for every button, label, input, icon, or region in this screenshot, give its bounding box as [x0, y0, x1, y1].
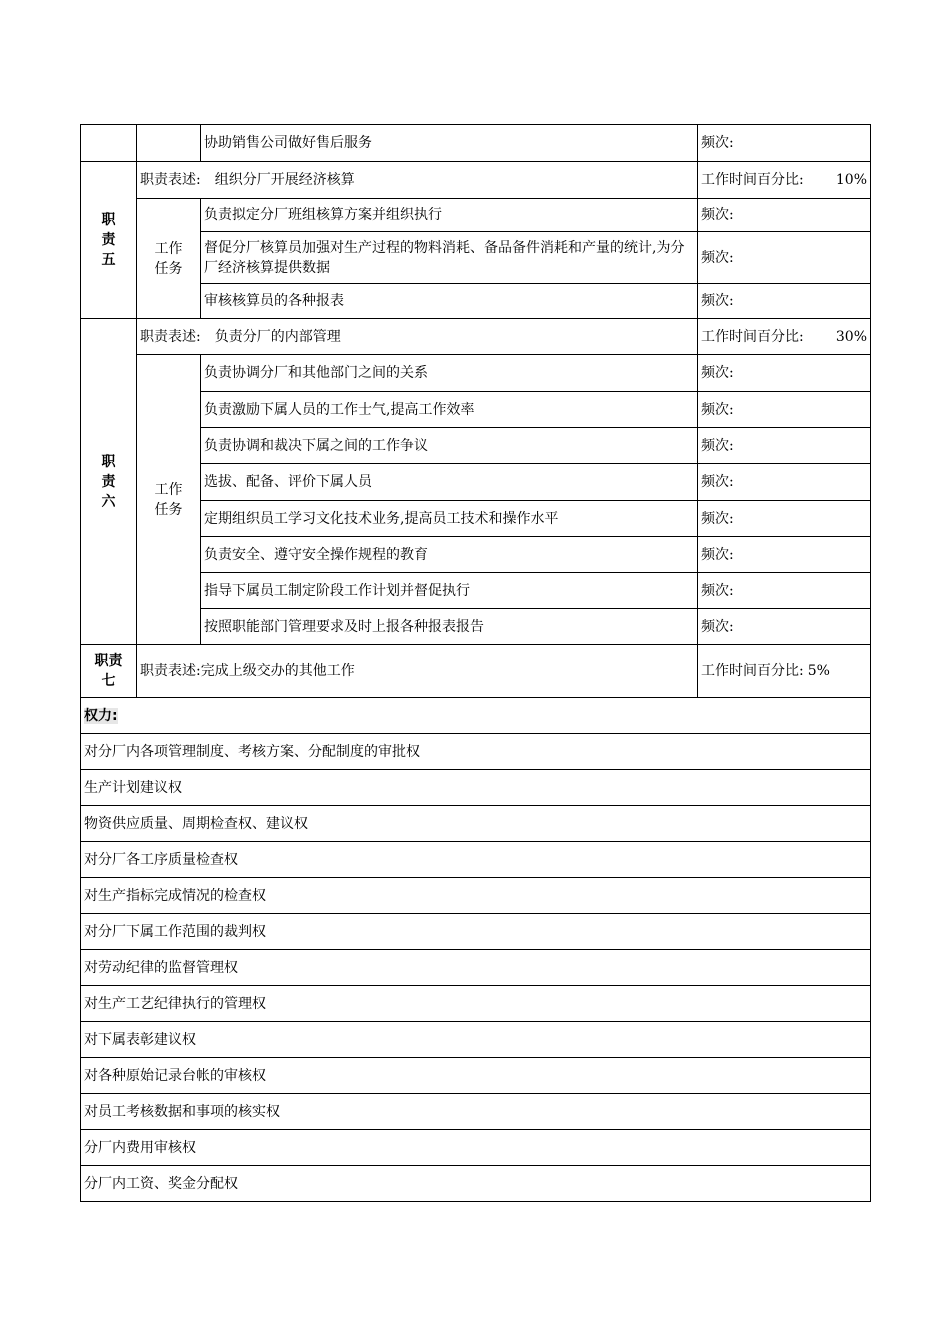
duty-label: 职 责 五 [81, 162, 137, 319]
power-row [81, 842, 871, 878]
task-description: 审核核算员的各种报表 [201, 284, 698, 319]
time-percentage-value: 30% [835, 328, 867, 345]
powers-heading-text: 权力: [84, 707, 118, 724]
task-row [81, 125, 871, 162]
time-percentage-value: 10% [835, 172, 867, 188]
power-item: 分厂内费用审核权 [81, 1130, 871, 1166]
task-description: 负责安全、遵守安全操作规程的教育 [201, 537, 698, 573]
power-row [81, 950, 871, 986]
task-description: 定期组织员工学习文化技术业务,提高员工技术和操作水平 [201, 501, 698, 537]
task-description: 选拔、配备、评价下属人员 [201, 464, 698, 501]
power-item: 对生产指标完成情况的检查权 [81, 878, 871, 914]
duty-statement-label: 职责表述: [140, 663, 201, 679]
power-item: 对员工考核数据和事项的核实权 [81, 1094, 871, 1130]
duty-summary-row [81, 319, 871, 355]
task-frequency: 频次: [698, 428, 871, 464]
time-percentage-value: 5% [807, 663, 830, 679]
task-row [81, 199, 871, 232]
duty-label: 职责 七 [81, 645, 137, 698]
duties-table [80, 124, 871, 1202]
power-row [81, 1166, 871, 1202]
power-item: 对各种原始记录台帐的审核权 [81, 1058, 871, 1094]
power-item: 生产计划建议权 [81, 770, 871, 806]
power-item: 对下属表彰建议权 [81, 1022, 871, 1058]
work-task-label [137, 125, 201, 162]
power-item: 物资供应质量、周期检查权、建议权 [81, 806, 871, 842]
power-row [81, 806, 871, 842]
task-description: 指导下属员工制定阶段工作计划并督促执行 [201, 573, 698, 609]
task-description: 按照职能部门管理要求及时上报各种报表报告 [201, 609, 698, 645]
work-task-label: 工作 任务 [137, 199, 201, 319]
power-row [81, 1094, 871, 1130]
duty-statement [137, 162, 698, 199]
task-frequency: 频次: [698, 464, 871, 501]
duty-statement-label: 职责表述: [140, 328, 201, 345]
time-percentage-label: 工作时间百分比: [701, 663, 804, 679]
power-row [81, 1058, 871, 1094]
duties-table-body [81, 125, 871, 1202]
task-description: 负责协调和裁决下属之间的工作争议 [201, 428, 698, 464]
power-row [81, 770, 871, 806]
task-frequency: 频次: [698, 199, 871, 232]
time-percentage [698, 645, 871, 698]
powers-heading-row [81, 698, 871, 734]
duty-statement [137, 645, 698, 698]
work-task-label: 工作 任务 [137, 355, 201, 645]
task-description: 负责协调分厂和其他部门之间的关系 [201, 355, 698, 392]
power-item: 对分厂各工序质量检查权 [81, 842, 871, 878]
power-row [81, 1022, 871, 1058]
task-frequency: 频次: [698, 573, 871, 609]
power-item: 对劳动纪律的监督管理权 [81, 950, 871, 986]
power-row [81, 914, 871, 950]
powers-heading [81, 698, 871, 734]
time-percentage-label: 工作时间百分比: [701, 172, 804, 188]
power-row [81, 1130, 871, 1166]
time-percentage [698, 162, 871, 199]
duty-statement-label: 职责表述: [140, 172, 201, 188]
task-frequency: 频次: [698, 501, 871, 537]
task-row [81, 355, 871, 392]
task-frequency: 频次: [698, 355, 871, 392]
task-frequency: 频次: [698, 284, 871, 319]
duty-label [81, 125, 137, 162]
time-percentage [698, 319, 871, 355]
task-frequency: 频次: [698, 609, 871, 645]
power-item: 对分厂内各项管理制度、考核方案、分配制度的审批权 [81, 734, 871, 770]
duty-statement-text: 完成上级交办的其他工作 [200, 663, 355, 679]
task-frequency: 频次: [698, 125, 871, 162]
power-item: 对生产工艺纪律执行的管理权 [81, 986, 871, 1022]
power-row [81, 878, 871, 914]
power-row [81, 986, 871, 1022]
task-description: 督促分厂核算员加强对生产过程的物料消耗、备品备件消耗和产量的统计,为分厂经济核算提供数据 [201, 232, 698, 284]
task-description: 负责拟定分厂班组核算方案并组织执行 [201, 199, 698, 232]
task-frequency: 频次: [698, 537, 871, 573]
duty-label: 职 责 六 [81, 319, 137, 645]
duty-statement-text: 负责分厂的内部管理 [214, 328, 341, 345]
duty-statement-text: 组织分厂开展经济核算 [214, 172, 355, 188]
time-percentage-label: 工作时间百分比: [701, 328, 804, 345]
task-description: 协助销售公司做好售后服务 [201, 125, 698, 162]
task-frequency: 频次: [698, 392, 871, 428]
power-item: 对分厂下属工作范围的裁判权 [81, 914, 871, 950]
power-row [81, 734, 871, 770]
duty-summary-row [81, 645, 871, 698]
duty-summary-row [81, 162, 871, 199]
task-frequency: 频次: [698, 232, 871, 284]
duty-statement [137, 319, 698, 355]
task-description: 负责激励下属人员的工作士气,提高工作效率 [201, 392, 698, 428]
power-item: 分厂内工资、奖金分配权 [81, 1166, 871, 1202]
